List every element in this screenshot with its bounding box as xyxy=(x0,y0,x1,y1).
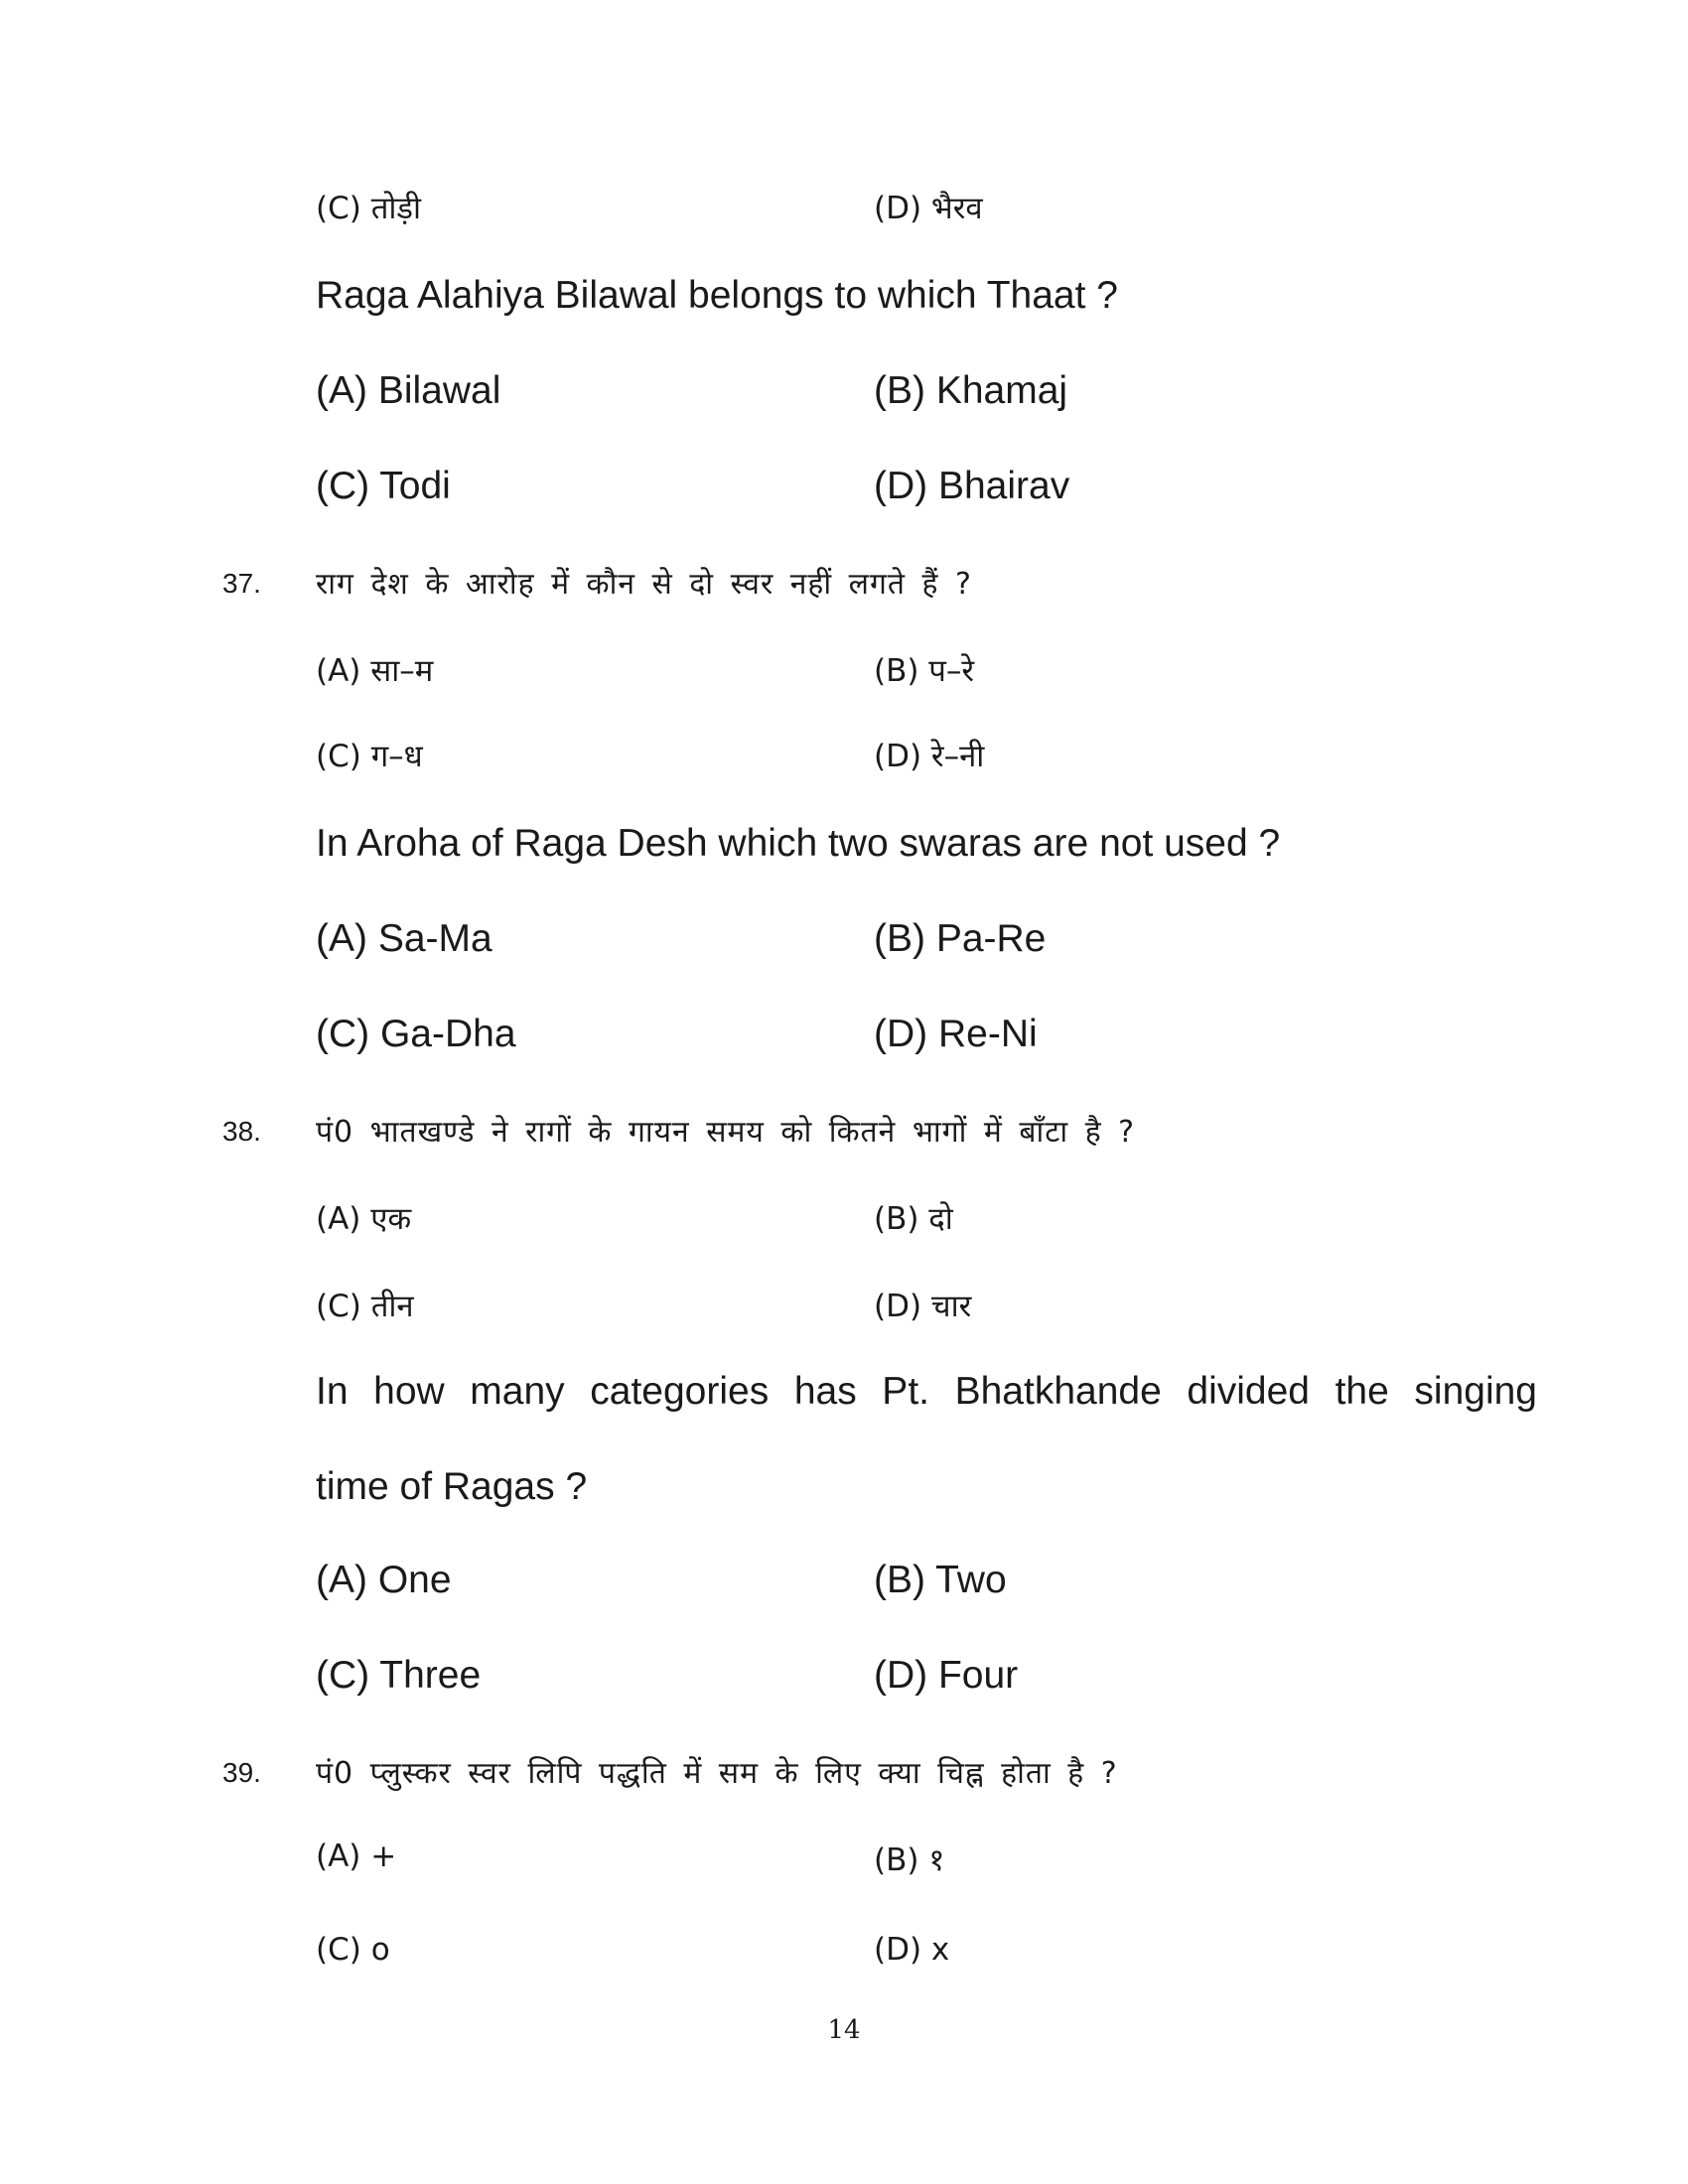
prev-english-option-d: (D) Bhairav xyxy=(874,465,1070,507)
q37-hindi-option-a: (A) सा–म xyxy=(316,653,434,689)
q37-english-option-c: (C) Ga-Dha xyxy=(316,1013,516,1055)
prev-hindi-option-c: (C) तोड़ी xyxy=(316,191,422,226)
q37-english-question: In Aroha of Raga Desh which two swaras are not used ? xyxy=(316,822,1281,865)
q37-english-option-a: (A) Sa-Ma xyxy=(316,917,492,960)
q39-hindi-question: पं0 प्लुस्कर स्वर लिपि पद्धति में सम के लिए क्या चिह्न होता है ? xyxy=(316,1756,1118,1791)
q38-english-question-line1: In how many categories has Pt. Bhatkhande divided the singing xyxy=(316,1370,1537,1413)
q38-hindi-question: पं0 भातखण्डे ने रागों के गायन समय को कितने भागों में बाँटा है ? xyxy=(316,1115,1136,1150)
q37-hindi-option-d: (D) रे–नी xyxy=(874,739,985,774)
prev-english-option-c: (C) Todi xyxy=(316,465,451,507)
q38-hindi-option-a: (A) एक xyxy=(316,1201,412,1237)
q37-hindi-option-b: (B) प–रे xyxy=(874,653,975,689)
q38-hindi-option-c: (C) तीन xyxy=(316,1289,414,1324)
prev-hindi-option-d: (D) भैरव xyxy=(874,191,983,226)
q39-hindi-option-b: (B) १ xyxy=(874,1843,945,1878)
question-number: 37. xyxy=(222,568,261,599)
q38-english-option-c: (C) Three xyxy=(316,1654,482,1697)
q38-hindi-option-d: (D) चार xyxy=(874,1289,972,1324)
page-number: 14 xyxy=(827,2015,861,2045)
q38-english-option-a: (A) One xyxy=(316,1559,452,1601)
q37-hindi-question: राग देश के आरोह में कौन से दो स्वर नहीं लगते हैं ? xyxy=(316,567,972,602)
question-number: 38. xyxy=(222,1116,261,1147)
prev-english-option-b: (B) Khamaj xyxy=(874,369,1068,412)
q39-hindi-option-a: (A) + xyxy=(316,1839,397,1874)
q37-english-option-b: (B) Pa-Re xyxy=(874,917,1047,960)
prev-english-question: Raga Alahiya Bilawal belongs to which Thaat ? xyxy=(316,274,1118,317)
question-number: 39. xyxy=(222,1757,261,1788)
q38-english-option-b: (B) Two xyxy=(874,1559,1007,1601)
prev-english-option-a: (A) Bilawal xyxy=(316,369,501,412)
q39-hindi-option-c: (C) o xyxy=(316,1932,390,1968)
q38-english-question-line2: time of Ragas ? xyxy=(316,1465,588,1508)
q38-english-option-d: (D) Four xyxy=(874,1654,1019,1697)
q38-hindi-option-b: (B) दो xyxy=(874,1201,953,1237)
q39-hindi-option-d: (D) x xyxy=(874,1932,950,1968)
q37-hindi-option-c: (C) ग–ध xyxy=(316,739,423,774)
q37-english-option-d: (D) Re-Ni xyxy=(874,1013,1038,1055)
